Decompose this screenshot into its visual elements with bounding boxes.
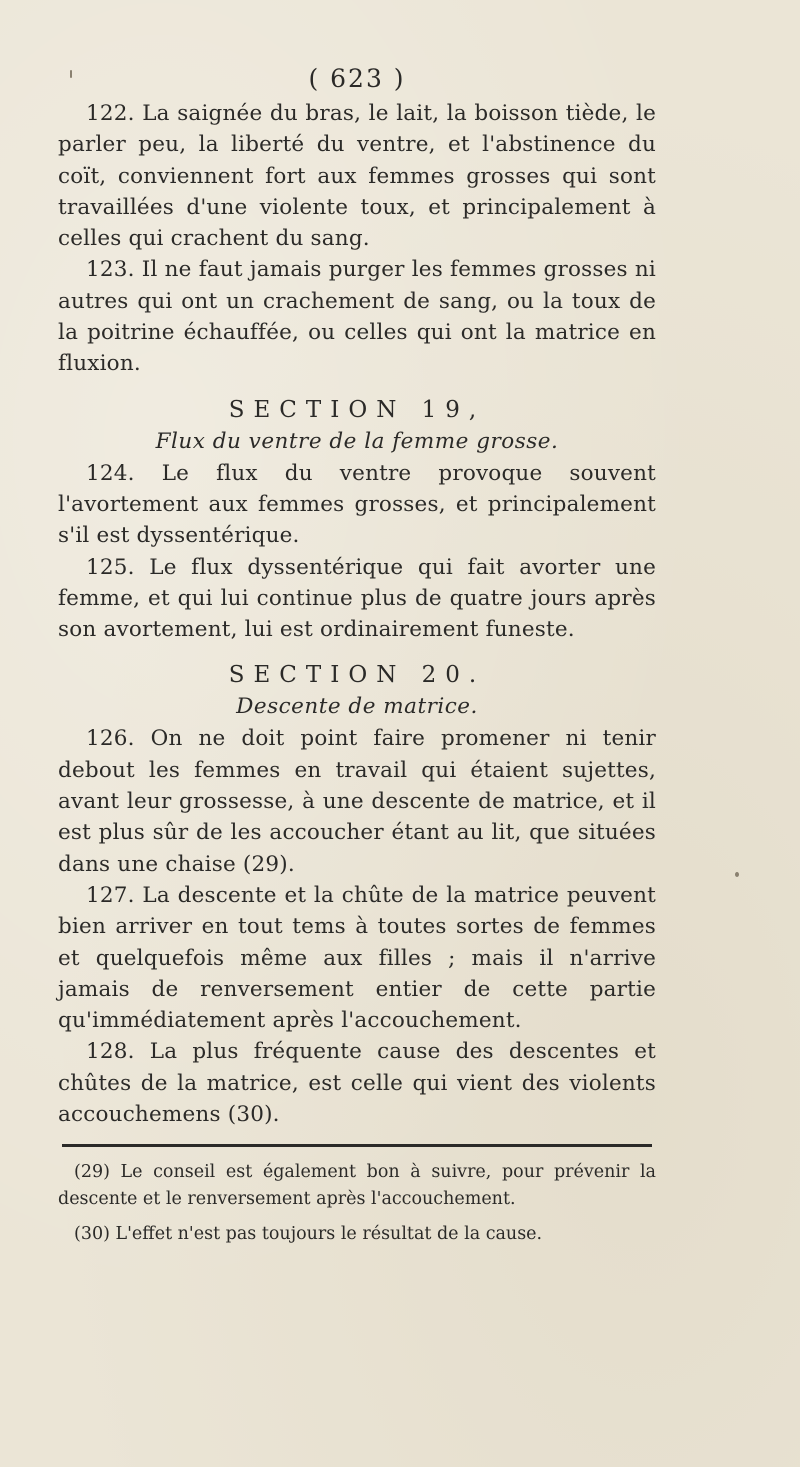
footnotes (58, 1159, 656, 1248)
paper-speck (70, 70, 72, 78)
footnote-30: (30) L'effet n'est pas toujours le résultat de la cause. (74, 1224, 543, 1245)
book-page (58, 60, 656, 1248)
paragraph-122: 122. La saignée du bras, le lait, la boisson tiède, le parler peu, la liberté du ventre, et l'abstinence du coït, conviennent fort aux femmes grosses qui sont travaillées d'une violente toux, et principalement à celles qui crachent du sang. (58, 101, 656, 252)
section-19-subtitle: Flux du ventre de la femme grosse. (155, 428, 559, 454)
paragraph-127: 127. La descente et la chûte de la matrice peuvent bien arriver en tout tems à toutes sortes de femmes et quelquefois même aux filles ; mais il n'arrive jamais de renversement entier de cette partie qu'immédiatement après l'accouchement. (58, 882, 656, 1034)
paragraph-124: 124. Le flux du ventre provoque souvent l'avortement aux femmes grosses, et principalement s'il est dyssentérique. (58, 460, 656, 549)
paragraph-128: 128. La plus fréquente cause des descentes et chûtes de la matrice, est celle qui vient des violents accouchemens (30). (58, 1039, 656, 1128)
section-20-subtitle: Descente de matrice. (236, 694, 478, 720)
section-20-title: SECTION 20. (228, 662, 486, 689)
footnote-29: (29) Le conseil est également bon à suivre, pour prévenir la descente et le renversement après l'accouchement. (58, 1162, 656, 1210)
footnote-rule (62, 1144, 652, 1147)
paragraph-125: 125. Le flux dyssentérique qui fait avorter une femme, et qui lui continue plus de quatre jours après son avortement, lui est ordinairement funeste. (58, 554, 656, 643)
paragraph-123: 123. Il ne faut jamais purger les femmes grosses ni autres qui ont un crachement de sang, ou la toux de la poitrine échauffée, ou celles qui ont la matrice en fluxion. (58, 257, 656, 377)
paragraph-126: 126. On ne doit point faire promener ni tenir debout les femmes en travail qui étaient sujettes, avant leur grossesse, à une descente de matrice, et il est plus sûr de les accoucher étant au lit, que situées dans une chaise (29). (58, 726, 656, 877)
section-19-title: SECTION 19, (228, 396, 486, 423)
paper-speck (735, 872, 739, 877)
page-number: ( 623 ) (308, 64, 406, 93)
